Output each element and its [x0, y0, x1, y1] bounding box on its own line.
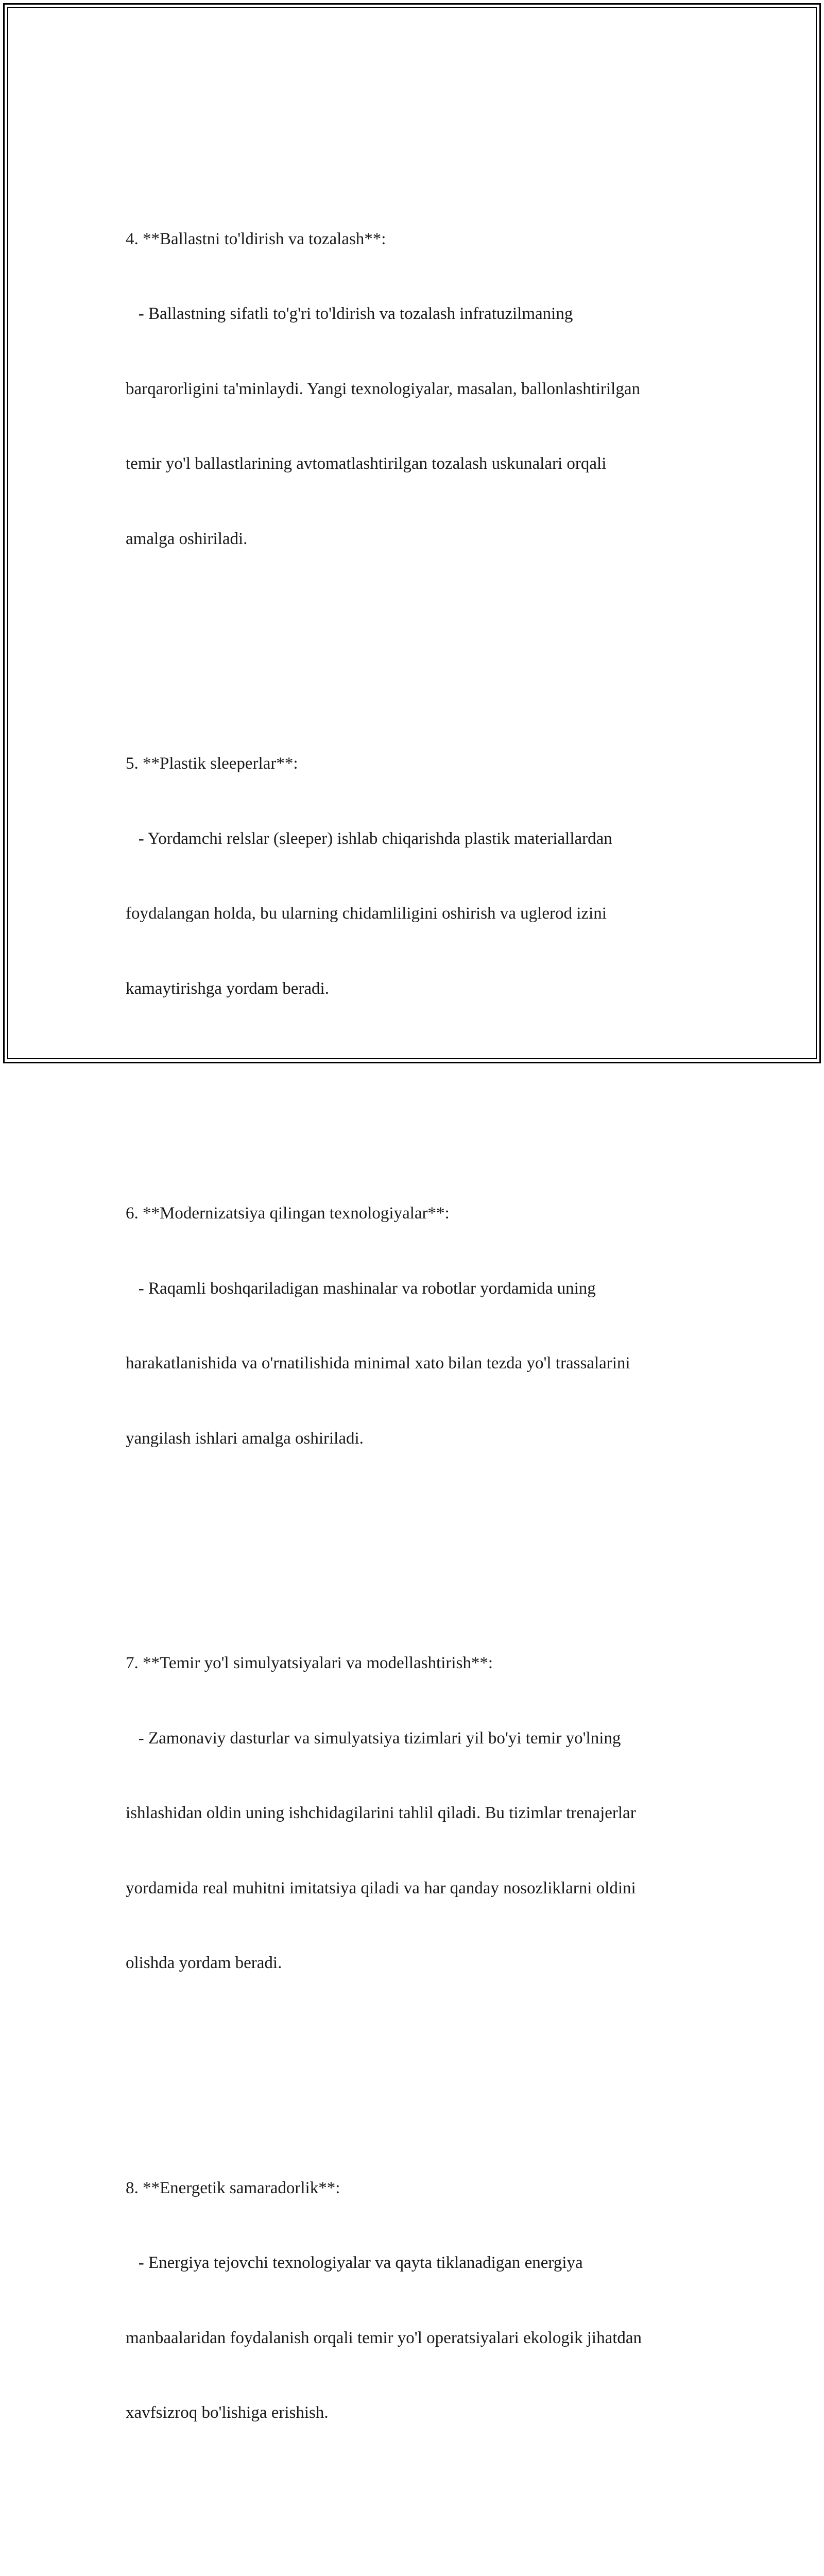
- paragraph-line: harakatlanishida va o'rnatilishida minimal xato bilan tezda yo'l trassalarini: [126, 1351, 733, 1376]
- section-modernization: [126, 1151, 733, 1501]
- section-ballast: [126, 177, 733, 602]
- paragraph-line: - Yordamchi relslar (sleeper) ishlab chiqarishda plastik materiallardan: [126, 826, 733, 852]
- section-plastic-sleepers: [126, 701, 733, 1051]
- paragraph-line: foydalangan holda, bu ularning chidamliligini oshirish va uglerod izini: [126, 901, 733, 926]
- section-simulation: [126, 1601, 733, 2026]
- section-heading: 8. **Energetik samaradorlik**:: [126, 2176, 733, 2201]
- paragraph-line: manbaalaridan foydalanish orqali temir yo'l operatsiyalari ekologik jihatdan: [126, 2326, 733, 2351]
- section-energy: [126, 2126, 733, 2476]
- paragraph-line: yangilash ishlari amalga oshiriladi.: [126, 1426, 733, 1451]
- paragraph-line: - Energiya tejovchi texnologiyalar va qayta tiklanadigan energiya: [126, 2250, 733, 2276]
- paragraph-line: xavfsizroq bo'lishiga erishish.: [126, 2400, 733, 2426]
- paragraph-line: amalga oshiriladi.: [126, 527, 733, 552]
- paragraph-line: - Zamonaviy dasturlar va simulyatsiya tizimlari yil bo'yi temir yo'lning: [126, 1726, 733, 1751]
- section-heading: 5. **Plastik sleeperlar**:: [126, 751, 733, 776]
- paragraph-line: yordamida real muhitni imitatsiya qiladi va har qanday nosozliklarni oldini: [126, 1876, 733, 1901]
- paragraph-line: - Ballastning sifatli to'g'ri to'ldirish va tozalash infratuzilmaning: [126, 301, 733, 327]
- paragraph-line: temir yo'l ballastlarining avtomatlashtirilgan tozalash uskunalari orqali: [126, 451, 733, 477]
- section-heading: 4. **Ballastni to'ldirish va tozalash**:: [126, 227, 733, 252]
- paragraph-line: ishlashidan oldin uning ishchidagilarini tahlil qiladi. Bu tizimlar trenajerlar: [126, 1801, 733, 1826]
- paragraph-line: kamaytirishga yordam beradi.: [126, 976, 733, 1002]
- paragraph-line: olishda yordam beradi.: [126, 1951, 733, 1976]
- paragraph-line: - Raqamli boshqariladigan mashinalar va robotlar yordamida uning: [126, 1276, 733, 1301]
- section-heading: 7. **Temir yo'l simulyatsiyalari va modellashtirish**:: [126, 1651, 733, 1676]
- document-page: [3, 3, 821, 1063]
- paragraph-line: barqarorligini ta'minlaydi. Yangi texnologiyalar, masalan, ballonlashtirilgan: [126, 377, 733, 402]
- section-heading: 6. **Modernizatsiya qilingan texnologiyalar**:: [126, 1201, 733, 1226]
- document-body: [126, 101, 733, 2576]
